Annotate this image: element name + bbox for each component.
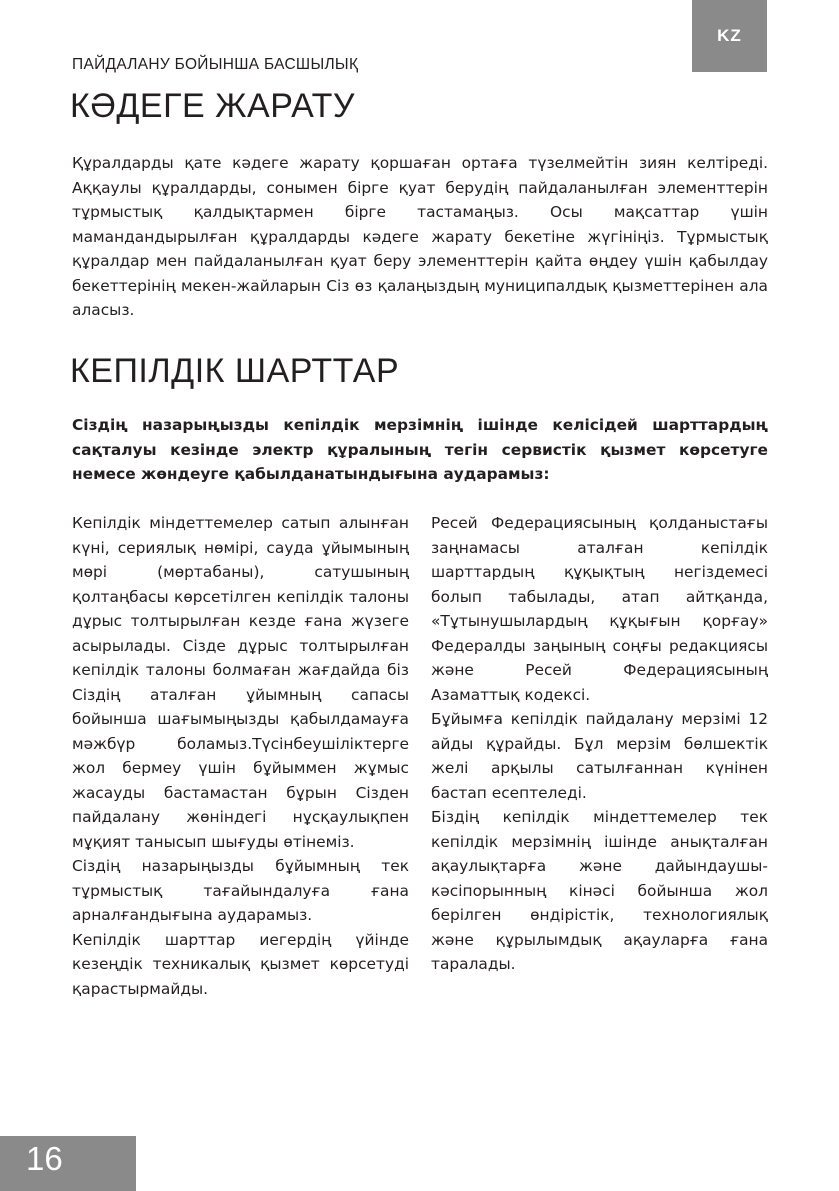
warranty-right-paragraph: Ресей Федерациясының қолданыстағы заңнамасы аталған кепілдік шарттардың құқықтың негіздемесі болып табылады, атап айтқанда, «Тұтынушылардың құқығын қорғау» Федералды заңының соңғы редакциясы және Ресей Федерациясының Азаматтық кодексі. <box>431 514 768 704</box>
warranty-left-paragraph: Кепілдік шарттар иегердің үйінде кезеңдік техникалық қызмет көрсетуді қарастырмайды. <box>72 930 409 998</box>
language-code: KZ <box>717 26 742 45</box>
warranty-left-paragraph: Кепілдік міндеттемелер сатып алынған күні, сериялық нөмірі, сауда ұйымының мөрі (мөртабаны), сатушының қолтаңбасы көрсетілген кепілдік талоны дұрыс толтырылған кезде ғана жүзеге асырылады. Сізде дұрыс толтырылған кепілдік талоны болмаған жағдайда біз Сіздің аталған ұйымның сапасы бойынша шағымыңызды қабылдамауға мәжбүр боламыз.Түсінбеушіліктерге жол бермеу үшін бұйыммен жұмыс жасауды бастамастан бұрын Сізден пайдалану жөніндегі нұсқаулықпен мұқият танысып шығуды өтінеміз. <box>72 514 409 851</box>
page-number: 16 <box>26 1140 63 1177</box>
warranty-intro: Сіздің назарыңызды кепілдік мерзімнің ішінде келісідей шарттардың сақталуы кезінде электр құралының тегін сервистік қызмет көрсетуге немесе жөндеуге қабылданатындығына аударамыз: <box>72 416 768 483</box>
page-number-box <box>0 1136 136 1191</box>
warranty-title: КЕПІЛДІК ШАРТТАР <box>70 352 400 390</box>
language-tab <box>692 0 767 72</box>
disposal-paragraph: Құралдарды қате кәдеге жарату қоршаған ортаға түзелмейтін зиян келтіреді. Аққаулы құралдарды, сонымен бірге қуат берудің пайдаланылған элементтерін тұрмыстық қалдықтармен бірге тастамаңыз. Осы мақсаттар үшін мамандандырылған құралдарды кәдеге жарату бекетіне жүгініңіз. Тұрмыстық құралдар мен пайдаланылған қуат беру элементтерін қайта өңдеу үшін қабылдау бекеттерінің мекен-жайларын Сіз өз қалаңыздың муниципалдық қызметтерінен ала аласыз. <box>72 154 768 319</box>
warranty-left-column <box>72 511 409 1001</box>
warranty-right-paragraph: Біздің кепілдік міндеттемелер тек кепілдік мерзімнің ішінде анықталған ақаулықтарға және дайындаушы-кәсіпорынның кінәсі бойынша жол берілген өндірістік, технологиялық және құрылымдық ақауларға ғана таралады. <box>431 808 768 973</box>
warranty-right-paragraph: Бұйымға кепілдік пайдалану мерзімі 12 айды құрайды. Бұл мерзім бөлшектік желі арқылы сатылғаннан күнінен бастап есептеледі. <box>431 710 768 802</box>
disposal-title: КӘДЕГЕ ЖАРАТУ <box>70 87 355 125</box>
manual-header-label: ПАЙДАЛАНУ БОЙЫНША БАСШЫЛЫҚ <box>72 56 359 73</box>
warranty-right-column <box>431 511 768 977</box>
warranty-left-paragraph: Сіздің назарыңызды бұйымның тек тұрмыстық тағайындалуға ғана арналғандығына аударамыз. <box>72 857 409 924</box>
